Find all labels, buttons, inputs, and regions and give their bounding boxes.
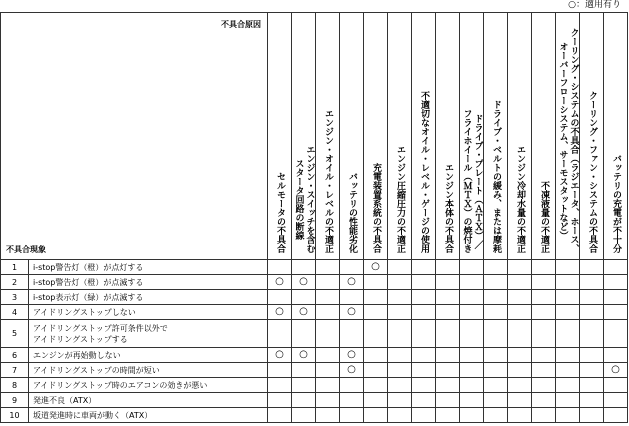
- applicability-cell: [556, 290, 580, 305]
- column-header-label: エンジン・スイッチを含む スタータ回路の断線: [293, 145, 315, 253]
- column-header: [316, 13, 340, 260]
- applicability-cell: [292, 260, 316, 275]
- header-row: [1, 13, 628, 260]
- table-row: [1, 408, 628, 423]
- applicability-cell: [316, 290, 340, 305]
- applicability-cell: [484, 378, 508, 393]
- applicability-cell: ○: [268, 348, 292, 363]
- applicability-cell: [556, 363, 580, 378]
- applicability-cell: [388, 393, 412, 408]
- applicability-cell: [556, 320, 580, 348]
- symptom-text: アイドリングストップ許可条件以外で アイドリングストップする: [29, 320, 268, 348]
- applicability-cell: [484, 348, 508, 363]
- legend-note: ○：適用有り: [568, 0, 621, 10]
- applicability-cell: [316, 305, 340, 320]
- table-row: [1, 348, 628, 363]
- applicability-cell: [460, 363, 484, 378]
- column-header: [340, 13, 364, 260]
- column-header: [268, 13, 292, 260]
- applicability-cell: [460, 378, 484, 393]
- applicability-cell: ○: [340, 363, 364, 378]
- column-header-label: バッテリの充電が不十分: [611, 154, 621, 253]
- applicability-cell: [556, 305, 580, 320]
- applicability-cell: [268, 290, 292, 305]
- applicability-cell: [532, 275, 556, 290]
- column-header-label: 充電装置系統の不具合: [371, 163, 381, 253]
- table-row: [1, 320, 628, 348]
- applicability-cell: [532, 348, 556, 363]
- applicability-cell: [316, 363, 340, 378]
- column-header-label: エンジン冷却水量の不適正: [515, 145, 525, 253]
- symptom-text: アイドリングストップの時間が短い: [29, 363, 268, 378]
- cause-label: 不具合原因: [221, 20, 261, 29]
- row-number: 3: [1, 290, 29, 305]
- applicability-cell: [484, 305, 508, 320]
- row-number: 2: [1, 275, 29, 290]
- applicability-cell: [436, 408, 460, 423]
- applicability-cell: [268, 320, 292, 348]
- applicability-cell: [292, 408, 316, 423]
- applicability-cell: [604, 275, 628, 290]
- applicability-cell: [460, 275, 484, 290]
- symptom-text: i-stop警告灯（橙）が点灯する: [29, 260, 268, 275]
- column-header: [412, 13, 436, 260]
- symptom-text: 発進不良（ATX）: [29, 393, 268, 408]
- applicability-cell: [340, 260, 364, 275]
- phenomenon-label: 不具合現象: [6, 245, 46, 254]
- column-header: [532, 13, 556, 260]
- column-header: [580, 13, 604, 260]
- applicability-cell: [292, 363, 316, 378]
- applicability-cell: [460, 348, 484, 363]
- column-header-label: エンジン圧縮圧力の不適正: [395, 145, 405, 253]
- applicability-cell: [316, 320, 340, 348]
- applicability-cell: [316, 378, 340, 393]
- applicability-cell: [580, 320, 604, 348]
- applicability-cell: [436, 275, 460, 290]
- row-number: 7: [1, 363, 29, 378]
- applicability-cell: [364, 363, 388, 378]
- applicability-cell: [364, 408, 388, 423]
- column-header: [484, 13, 508, 260]
- applicability-cell: [364, 290, 388, 305]
- applicability-cell: [580, 393, 604, 408]
- table-row: [1, 260, 628, 275]
- symptom-text: 坂道発進時に車両が動く（ATX）: [29, 408, 268, 423]
- applicability-cell: [292, 393, 316, 408]
- applicability-cell: [412, 408, 436, 423]
- applicability-cell: [268, 408, 292, 423]
- applicability-cell: [604, 320, 628, 348]
- applicability-cell: ○: [340, 348, 364, 363]
- column-header: [604, 13, 628, 260]
- column-header-label: ドライブ・ベルトの緩み、または摩耗: [491, 100, 501, 253]
- applicability-cell: [388, 290, 412, 305]
- applicability-cell: [316, 348, 340, 363]
- applicability-cell: ○: [292, 305, 316, 320]
- column-header: [364, 13, 388, 260]
- table-body: [1, 260, 628, 423]
- applicability-cell: [604, 408, 628, 423]
- applicability-cell: [436, 393, 460, 408]
- column-header: [388, 13, 412, 260]
- applicability-cell: [388, 348, 412, 363]
- applicability-cell: ○: [268, 275, 292, 290]
- applicability-cell: [580, 305, 604, 320]
- applicability-cell: [268, 378, 292, 393]
- applicability-cell: [604, 393, 628, 408]
- column-header-label: エンジン・オイル・レベルの不適正: [323, 109, 333, 253]
- applicability-cell: [412, 320, 436, 348]
- applicability-cell: [436, 305, 460, 320]
- applicability-cell: [364, 348, 388, 363]
- applicability-cell: [388, 363, 412, 378]
- symptom-text: アイドリングストップ時のエアコンの効きが悪い: [29, 378, 268, 393]
- applicability-cell: [580, 363, 604, 378]
- applicability-cell: [292, 290, 316, 305]
- applicability-cell: [508, 320, 532, 348]
- applicability-cell: [316, 275, 340, 290]
- applicability-cell: [388, 260, 412, 275]
- column-header-label: クーリング・システムの不具合（ラジエータ、ホース、 オーバーフローシステム、サーモスタットなど）: [557, 28, 579, 253]
- applicability-cell: [412, 348, 436, 363]
- symptom-text: i-stop警告灯（橙）が点滅する: [29, 275, 268, 290]
- column-header-label: クーリング・ファン・システムの不具合: [587, 91, 597, 253]
- applicability-cell: [268, 393, 292, 408]
- applicability-cell: [388, 320, 412, 348]
- column-header: [460, 13, 484, 260]
- applicability-cell: [580, 408, 604, 423]
- applicability-cell: [484, 408, 508, 423]
- applicability-cell: [412, 260, 436, 275]
- applicability-cell: [436, 320, 460, 348]
- applicability-cell: [412, 393, 436, 408]
- applicability-cell: [580, 378, 604, 393]
- applicability-cell: [508, 275, 532, 290]
- row-number: 10: [1, 408, 29, 423]
- applicability-cell: ○: [292, 348, 316, 363]
- column-header: [292, 13, 316, 260]
- applicability-cell: [604, 305, 628, 320]
- applicability-cell: [340, 378, 364, 393]
- applicability-cell: [364, 393, 388, 408]
- applicability-cell: [460, 393, 484, 408]
- applicability-cell: [388, 378, 412, 393]
- column-header: [556, 13, 580, 260]
- column-header: [508, 13, 532, 260]
- applicability-cell: [436, 363, 460, 378]
- column-header-label: ドライブ・プレート（ＡＴＸ）／ フライホイール（ＭＴＸ）の焼付き: [461, 109, 483, 253]
- applicability-cell: [556, 408, 580, 423]
- applicability-cell: [532, 393, 556, 408]
- applicability-cell: [508, 348, 532, 363]
- applicability-cell: [340, 393, 364, 408]
- row-number: 8: [1, 378, 29, 393]
- applicability-cell: [316, 260, 340, 275]
- applicability-cell: [268, 260, 292, 275]
- applicability-cell: [580, 290, 604, 305]
- row-number: 4: [1, 305, 29, 320]
- applicability-cell: [604, 378, 628, 393]
- applicability-cell: [604, 348, 628, 363]
- applicability-cell: ○: [340, 305, 364, 320]
- applicability-cell: [604, 290, 628, 305]
- table-row: [1, 363, 628, 378]
- applicability-cell: [460, 320, 484, 348]
- applicability-cell: [388, 305, 412, 320]
- symptom-text: アイドリングストップしない: [29, 305, 268, 320]
- applicability-cell: [340, 290, 364, 305]
- applicability-cell: [580, 260, 604, 275]
- applicability-cell: [484, 260, 508, 275]
- column-header: [436, 13, 460, 260]
- applicability-cell: [436, 378, 460, 393]
- applicability-cell: [364, 305, 388, 320]
- applicability-cell: [532, 320, 556, 348]
- corner-cell: [1, 13, 268, 260]
- applicability-cell: [484, 363, 508, 378]
- table-row: [1, 290, 628, 305]
- applicability-cell: [292, 320, 316, 348]
- applicability-cell: [316, 393, 340, 408]
- applicability-cell: [532, 260, 556, 275]
- table-row: [1, 305, 628, 320]
- row-number: 5: [1, 320, 29, 348]
- applicability-cell: [508, 393, 532, 408]
- applicability-cell: [508, 260, 532, 275]
- applicability-cell: [532, 363, 556, 378]
- applicability-cell: [604, 260, 628, 275]
- applicability-cell: [556, 393, 580, 408]
- applicability-cell: [508, 378, 532, 393]
- applicability-cell: [268, 363, 292, 378]
- applicability-cell: [484, 290, 508, 305]
- applicability-cell: [460, 260, 484, 275]
- applicability-cell: [292, 378, 316, 393]
- applicability-cell: [508, 290, 532, 305]
- table-row: [1, 393, 628, 408]
- applicability-cell: [364, 275, 388, 290]
- applicability-cell: ○: [364, 260, 388, 275]
- applicability-cell: [508, 408, 532, 423]
- applicability-cell: ○: [340, 275, 364, 290]
- applicability-cell: [340, 408, 364, 423]
- applicability-cell: [556, 348, 580, 363]
- troubleshooting-table: [0, 12, 628, 423]
- applicability-cell: [436, 348, 460, 363]
- applicability-cell: [556, 275, 580, 290]
- applicability-cell: ○: [604, 363, 628, 378]
- applicability-cell: [484, 275, 508, 290]
- applicability-cell: [460, 305, 484, 320]
- row-number: 9: [1, 393, 29, 408]
- applicability-cell: [412, 363, 436, 378]
- applicability-cell: [412, 275, 436, 290]
- applicability-cell: [484, 393, 508, 408]
- column-header-label: バッテリの性能劣化: [347, 172, 357, 253]
- applicability-cell: [364, 378, 388, 393]
- applicability-cell: [532, 305, 556, 320]
- column-header-label: 不適切なオイル・レベル・ゲージの使用: [419, 91, 429, 253]
- applicability-cell: [436, 260, 460, 275]
- table-row: [1, 378, 628, 393]
- applicability-cell: [532, 378, 556, 393]
- applicability-cell: [532, 408, 556, 423]
- symptom-text: i-stop表示灯（緑）が点滅する: [29, 290, 268, 305]
- applicability-cell: [508, 305, 532, 320]
- applicability-cell: [556, 260, 580, 275]
- applicability-cell: [556, 378, 580, 393]
- applicability-cell: [484, 320, 508, 348]
- row-number: 6: [1, 348, 29, 363]
- applicability-cell: [340, 320, 364, 348]
- applicability-cell: [316, 408, 340, 423]
- applicability-cell: [412, 290, 436, 305]
- table-row: [1, 275, 628, 290]
- applicability-cell: [532, 290, 556, 305]
- applicability-cell: ○: [268, 305, 292, 320]
- symptom-text: エンジンが再始動しない: [29, 348, 268, 363]
- applicability-cell: [436, 290, 460, 305]
- applicability-cell: [388, 275, 412, 290]
- applicability-cell: [508, 363, 532, 378]
- applicability-cell: [388, 408, 412, 423]
- row-number: 1: [1, 260, 29, 275]
- applicability-cell: [364, 320, 388, 348]
- applicability-cell: [460, 408, 484, 423]
- column-header-label: 不凍液量の不適正: [539, 181, 549, 253]
- applicability-cell: [580, 348, 604, 363]
- column-header-label: エンジン本体の不具合: [443, 163, 453, 253]
- applicability-cell: [412, 378, 436, 393]
- applicability-cell: [460, 290, 484, 305]
- applicability-cell: [412, 305, 436, 320]
- applicability-cell: [580, 275, 604, 290]
- column-header-label: セルモータの不具合: [275, 172, 285, 253]
- applicability-cell: ○: [292, 275, 316, 290]
